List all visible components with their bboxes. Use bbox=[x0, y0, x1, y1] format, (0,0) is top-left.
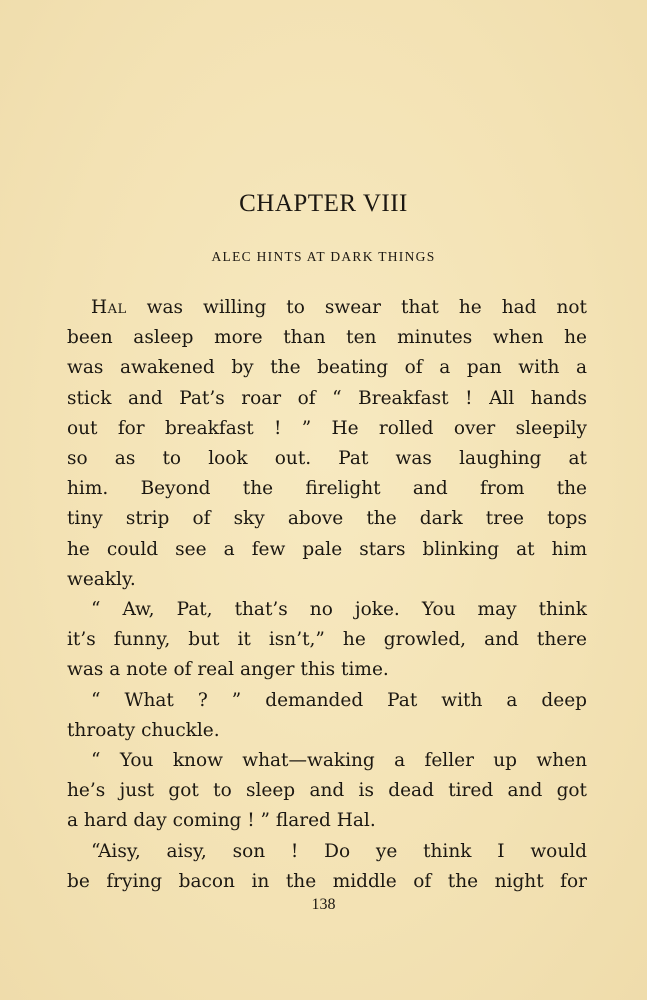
lead-word: Hal bbox=[91, 297, 127, 318]
text-line: been asleep more than ten minutes when he bbox=[67, 327, 587, 349]
text-line: Hal was willing to swear that he had not bbox=[91, 297, 587, 318]
text-line: “ You know what—waking a feller up when bbox=[91, 750, 587, 772]
text-line: a hard day coming ! ” flared Hal. bbox=[67, 810, 376, 832]
paragraph-3 bbox=[67, 686, 587, 746]
text-line: it’s funny, but it isn’t,” he growled, and there bbox=[67, 629, 587, 651]
chapter-title: CHAPTER VIII bbox=[239, 190, 408, 217]
paragraph-2 bbox=[67, 595, 587, 686]
text-line: so as to look out. Pat was laughing at bbox=[67, 448, 587, 470]
text-line: weakly. bbox=[67, 568, 136, 590]
text-line: him. Beyond the firelight and from the bbox=[67, 478, 587, 500]
text-line: “ Aw, Pat, that’s no joke. You may think bbox=[91, 599, 587, 621]
paragraph-4 bbox=[67, 746, 587, 837]
text-line: he’s just got to sleep and is dead tired and got bbox=[67, 780, 587, 802]
text-line: throaty chuckle. bbox=[67, 719, 220, 741]
text-line: was awakened by the beating of a pan with a bbox=[67, 357, 587, 379]
chapter-subtitle: ALEC HINTS AT DARK THINGS bbox=[211, 249, 436, 264]
paragraph-5 bbox=[67, 837, 587, 897]
text-line: he could see a few pale stars blinking at him bbox=[67, 538, 587, 560]
paragraph-1 bbox=[67, 293, 587, 595]
text-line: tiny strip of sky above the dark tree tops bbox=[67, 508, 587, 530]
page-number: 138 bbox=[311, 896, 336, 913]
text-line: was a note of real anger this time. bbox=[67, 659, 389, 681]
chapter-body bbox=[67, 293, 587, 897]
text-line: “Aisy, aisy, son ! Do ye think I would bbox=[91, 840, 587, 862]
text-line: be frying bacon in the middle of the night for bbox=[67, 870, 587, 892]
text-line: out for breakfast ! ” He rolled over sleepily bbox=[67, 417, 587, 439]
text-line: “ What ? ” demanded Pat with a deep bbox=[91, 689, 587, 711]
text-line: stick and Pat’s roar of “ Breakfast ! All hands bbox=[67, 387, 587, 409]
